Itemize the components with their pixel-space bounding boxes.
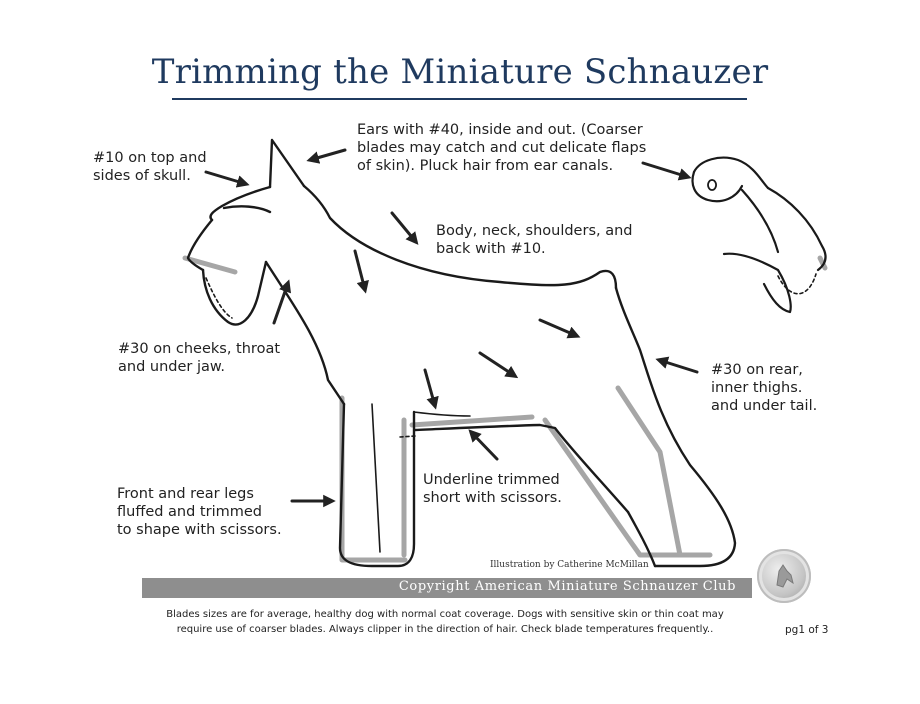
arrow-body-5 xyxy=(425,370,435,406)
note-underline: Underline trimmed short with scissors. xyxy=(423,472,562,506)
arrow-body-3 xyxy=(540,320,577,336)
brow-line xyxy=(224,206,270,212)
chest-outline xyxy=(266,262,344,404)
arrow-body-4 xyxy=(480,353,515,376)
head-detail-skull xyxy=(768,188,825,270)
illustration-credit: Illustration by Catherine McMillan xyxy=(490,560,649,570)
head-detail xyxy=(693,158,826,312)
arrow-body-2 xyxy=(355,251,365,290)
copyright-text: Copyright American Miniature Schnauzer Club xyxy=(398,579,736,594)
head-detail-ear-inner xyxy=(693,172,742,201)
arrow-underline xyxy=(471,432,497,459)
note-legs: Front and rear legs fluffed and trimmed to shape with scissors. xyxy=(117,486,282,538)
footer-note: Blades sizes are for average, healthy dog with normal coat coverage. Dogs with sensitive skin or thin coat may require use of coarser blades. Always clipper in the direction of hair. Check blade temperatures frequently.. xyxy=(166,609,724,635)
rear-hock xyxy=(628,512,655,566)
note-body: Body, neck, shoulders, and back with #10. xyxy=(436,223,633,257)
copyright-banner xyxy=(142,578,752,598)
note-skull: #10 on top and sides of skull. xyxy=(93,150,207,184)
page-title: Trimming the Miniature Schnauzer xyxy=(151,52,769,92)
ear-outline xyxy=(270,140,304,187)
arrow-skull xyxy=(206,172,246,184)
note-ears: Ears with #40, inside and out. (Coarser blades may catch and cut delicate flaps of skin). Pluck hair from ear canals. xyxy=(357,122,647,174)
page-number: pg1 of 3 xyxy=(785,624,829,636)
arrow-rear xyxy=(659,360,697,372)
head-detail-beard xyxy=(724,254,791,312)
note-rear: #30 on rear, inner thighs. and under tail. xyxy=(711,362,818,414)
head-detail-ear xyxy=(694,158,768,188)
arrow-ears-right xyxy=(643,163,688,177)
arrow-cheeks xyxy=(274,283,288,323)
arrow-ears xyxy=(310,150,345,160)
skull-outline xyxy=(210,187,270,220)
note-cheeks: #30 on cheeks, throat and under jaw. xyxy=(118,341,281,375)
club-seal-icon xyxy=(757,549,811,603)
pointer-arrows xyxy=(206,150,697,501)
arrow-body-1 xyxy=(392,213,416,242)
